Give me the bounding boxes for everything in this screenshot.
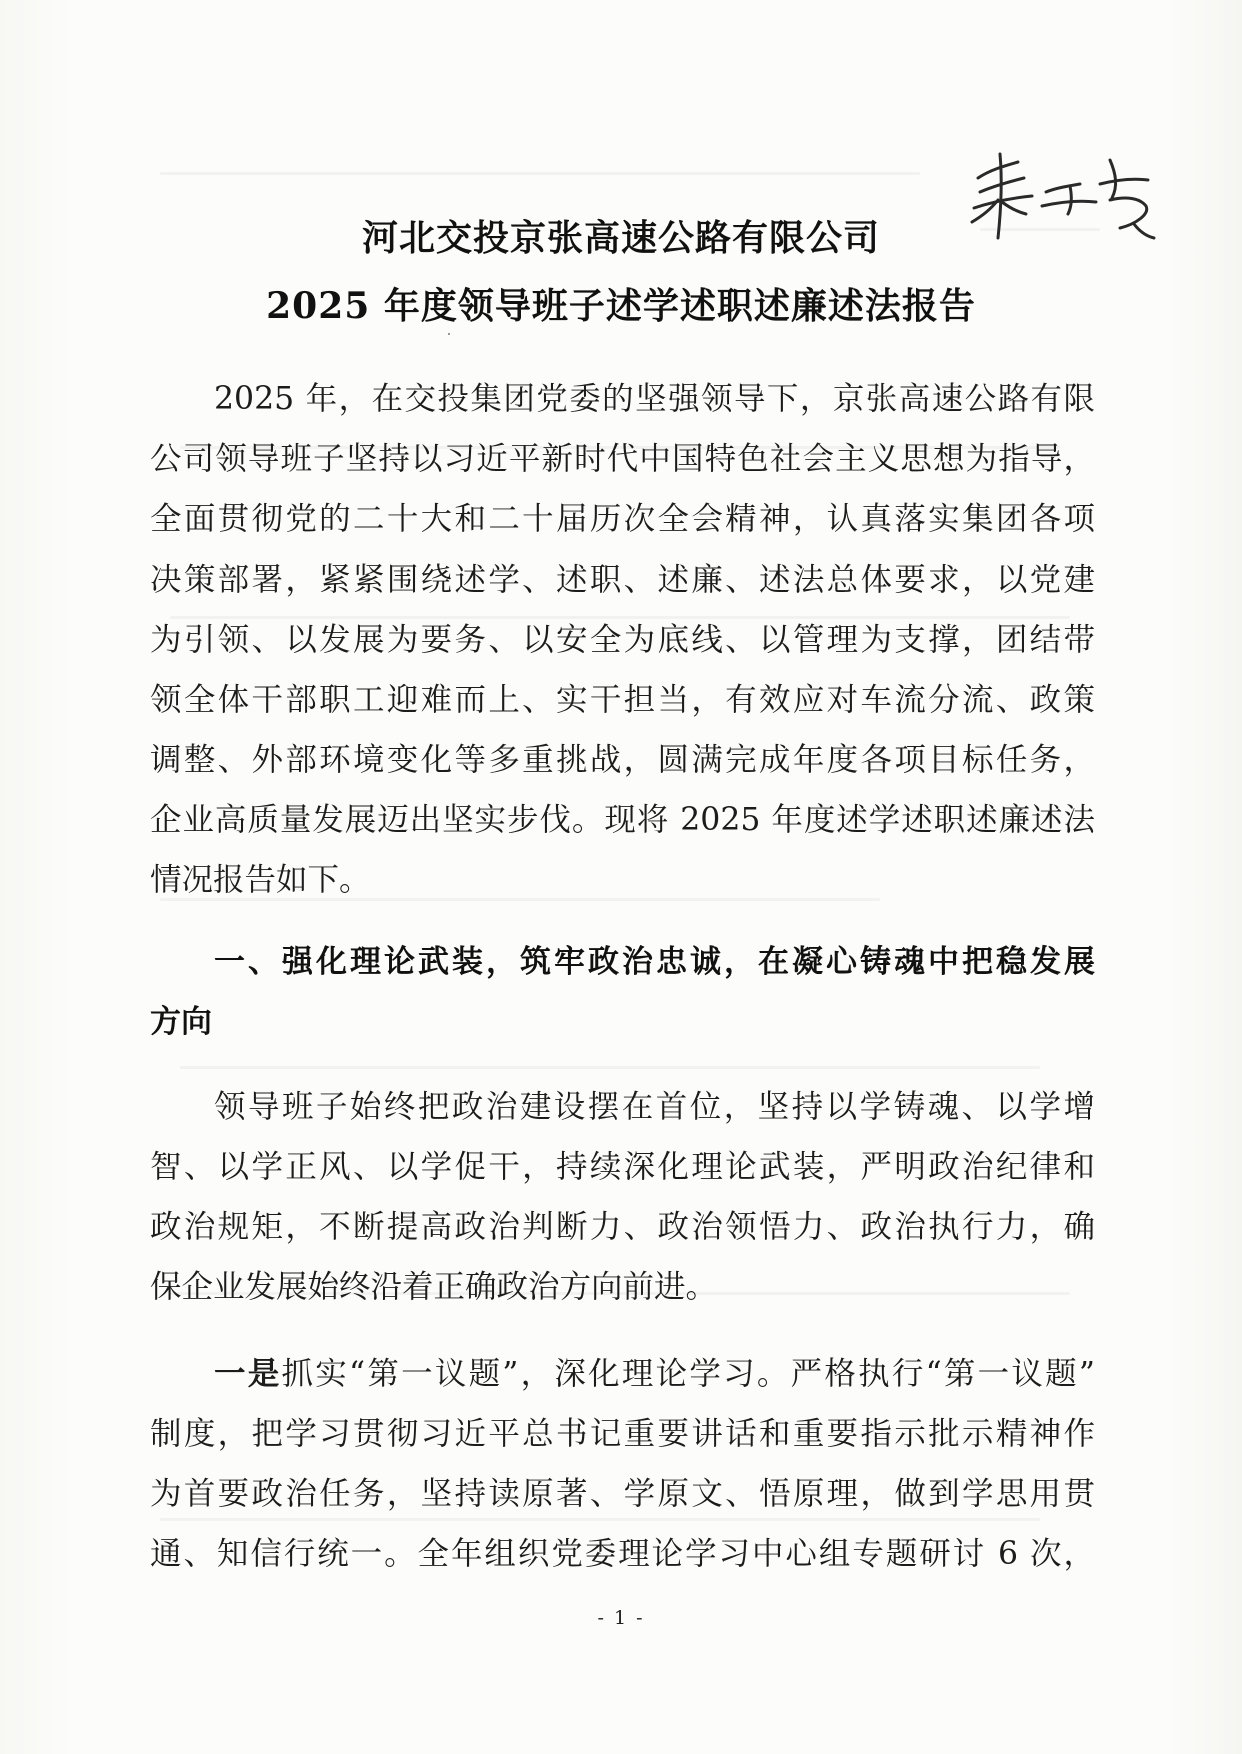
intro-line: 企业高质量发展迈出坚实步伐。现将 2025 年度述学述职述廉述法 [150,802,1095,838]
bleed-through-line [160,172,920,175]
section-heading-line: 方向 [150,1004,212,1040]
page-number: - 1 - [597,1607,645,1629]
section-heading-line: 一、强化理论武装，筑牢政治忠诚，在凝心铸魂中把稳发展 [214,944,1095,980]
scan-speck [448,333,450,335]
intro-line: 决策部署，紧紧围绕述学、述职、述廉、述法总体要求，以党建 [150,562,1095,598]
intro-line: 领全体干部职工迎难而上、实干担当，有效应对车流分流、政策 [150,682,1095,718]
intro-line: 为引领、以发展为要务、以安全为底线、以管理为支撑，团结带 [150,622,1095,658]
section-paragraph-line: 智、以学正风、以学促干，持续深化理论武装，严明政治纪律和 [150,1149,1095,1185]
intro-line: 全面贯彻党的二十大和二十届历次全会精神，认真落实集团各项 [150,501,1095,537]
bleed-through-line [180,1066,1040,1069]
point-1-lead: 一是 [214,1356,282,1392]
section-paragraph-line: 政治规矩，不断提高政治判断力、政治领悟力、政治执行力，确 [150,1209,1095,1245]
intro-line: 情况报告如下。 [150,862,371,898]
point-1-first-line [214,1345,1095,1403]
intro-line: 调整、外部环境变化等多重挑战，圆满完成年度各项目标任务， [150,742,1095,778]
section-paragraph-line: 保企业发展始终沿着正确政治方向前进。 [150,1269,718,1305]
section-paragraph-line: 领导班子始终把政治建设摆在首位，坚持以学铸魂、以学增 [214,1089,1095,1125]
intro-line: 公司领导班子坚持以习近平新时代中国特色社会主义思想为指导， [150,441,1095,477]
document-title-line-2: 2025 年度领导班子述学述职述廉述法报告 [266,285,976,327]
point-1-line: 制度，把学习贯彻习近平总书记重要讲话和重要指示批示精神作 [150,1416,1095,1452]
point-1-line: 通、知信行统一。全年组织党委理论学习中心组专题研讨 6 次， [150,1536,1095,1572]
document-title-line-1: 河北交投京张高速公路有限公司 [361,217,880,259]
point-1-first-line-text: 抓实“第一议题”，深化理论学习。严格执行“第一议题” [281,1356,1095,1392]
point-1-line: 为首要政治任务，坚持读原著、学原文、悟原理，做到学思用贯 [150,1476,1095,1512]
intro-line: 2025 年，在交投集团党委的坚强领导下，京张高速公路有限 [214,381,1095,417]
